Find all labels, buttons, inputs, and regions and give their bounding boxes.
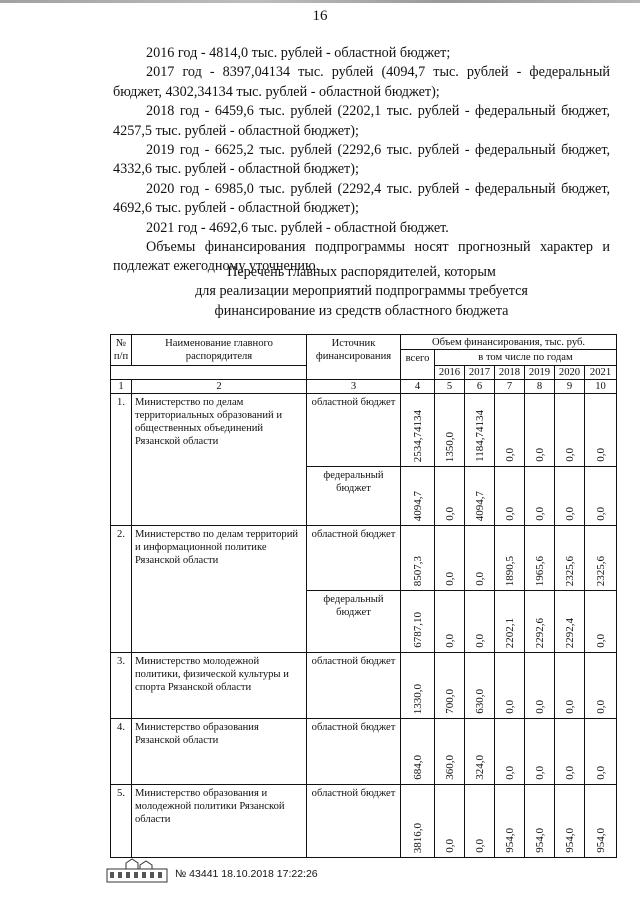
page-number: 16 [312,8,328,24]
value-2019: 2292,6 [533,617,546,648]
value-cell [465,719,495,785]
value-2020: 2325,6 [563,555,576,586]
header-blank [111,366,307,380]
header-row [111,335,617,350]
value-cell [401,394,435,467]
value-2021: 0,0 [594,448,607,462]
value-cell [495,785,525,858]
value-cell [585,719,617,785]
value-cell [495,591,525,653]
heading-line: для реализации мероприятий подпрограммы требуется [195,283,528,300]
value-cell [465,467,495,526]
value-2017: 1184,74134 [473,410,486,462]
entry-name: Министерство образования и молодежной политики Рязанской области [132,785,307,858]
value-2020: 954,0 [563,828,576,853]
value-2016: 700,0 [443,689,456,714]
value-2019: 0,0 [533,700,546,714]
entry-name: Министерство по делам территорий и информационной политике Рязанской области [132,526,307,653]
value-cell [465,653,495,719]
value-total: 3816,0 [411,822,424,853]
col-number: 10 [585,380,617,394]
table-row [111,719,617,785]
col-number: 3 [307,380,401,394]
entry-source: федеральный бюджет [307,591,401,653]
entry-name: Министерство молодежной политики, физической культуры и спорта Рязанской области [132,653,307,719]
entry-source: областной бюджет [307,785,401,858]
value-total: 684,0 [411,755,424,780]
header-year: 2016 [435,366,465,380]
value-total: 4094,7 [411,490,424,521]
value-cell [525,526,555,591]
value-cell [401,653,435,719]
value-2020: 2292,4 [563,617,576,648]
value-total: 8507,3 [411,555,424,586]
entry-number: 1. [111,394,132,526]
value-cell [525,653,555,719]
value-cell [401,467,435,526]
value-cell [465,785,495,858]
value-cell [401,785,435,858]
value-2018: 0,0 [503,700,516,714]
value-2016: 360,0 [443,755,456,780]
value-2017: 324,0 [473,755,486,780]
value-2021: 2325,6 [594,555,607,586]
heading-line: Перечень главных распорядителей, которым [227,264,496,280]
value-2021: 0,0 [594,700,607,714]
entry-source: областной бюджет [307,394,401,467]
col-number: 2 [132,380,307,394]
value-cell [401,591,435,653]
value-2019: 954,0 [533,828,546,853]
entry-source: областной бюджет [307,719,401,785]
value-cell [525,394,555,467]
paragraph-2018: 2018 год - 6459,6 тыс. рублей (2202,1 тыс. рублей - федеральный бюджет, 4257,5 тыс. рублей - областной бюджет); [113,103,610,139]
value-2017: 0,0 [473,634,486,648]
entry-number: 4. [111,719,132,785]
value-cell [525,719,555,785]
value-cell [555,785,585,858]
heading-line: финансирование из средств областного бюджета [214,302,509,319]
value-2017: 4094,7 [473,490,486,521]
table-row [111,785,617,858]
header-year: 2018 [495,366,525,380]
value-2020: 0,0 [563,507,576,521]
value-cell [495,526,525,591]
value-cell [555,591,585,653]
registration-stamp-icon [106,856,168,884]
value-cell [585,467,617,526]
col-number: 8 [525,380,555,394]
col-number: 6 [465,380,495,394]
value-2019: 0,0 [533,448,546,462]
entry-source: областной бюджет [307,526,401,591]
value-cell [465,591,495,653]
value-cell [525,785,555,858]
value-cell [435,785,465,858]
value-total: 6787,10 [411,612,424,648]
value-cell [495,653,525,719]
header-volume: Объем финансирования, тыс. руб. [401,335,617,350]
header-source: Источник финансирования [307,335,401,380]
column-numbers-row [111,380,617,394]
value-cell [435,467,465,526]
header-year: 2020 [555,366,585,380]
registration-number: № 43441 18.10.2018 17:22:26 [175,868,318,880]
value-cell [435,526,465,591]
paragraph-2020: 2020 год - 6985,0 тыс. рублей (2292,4 тыс. рублей - федеральный бюджет, 4692,6 тыс. рублей - областной бюджет); [113,180,610,217]
value-2018: 0,0 [503,766,516,780]
value-cell [435,653,465,719]
value-cell [465,394,495,467]
value-cell [435,591,465,653]
col-number: 5 [435,380,465,394]
value-2018: 1890,5 [503,555,516,586]
col-number: 9 [555,380,585,394]
header-year: 2019 [525,366,555,380]
value-cell [401,719,435,785]
table-row [111,394,617,467]
value-2016: 0,0 [443,507,456,521]
value-2016: 0,0 [443,839,456,853]
value-2016: 0,0 [443,634,456,648]
entry-number: 3. [111,653,132,719]
paragraph-2017: 2017 год - 8397,04134 тыс. рублей (4094,7 тыс. рублей - федеральный бюджет, 4302,34134 тыс. рублей - областной бюджет); [113,64,610,100]
value-cell [585,653,617,719]
entry-number: 5. [111,785,132,858]
value-2018: 2202,1 [503,617,516,648]
paragraph-note: Объемы финансирования подпрограммы носят прогнозный характер и подлежат ежегодному уточнению. [113,239,610,275]
value-cell [555,719,585,785]
value-2017: 630,0 [473,689,486,714]
value-total: 1330,0 [411,683,424,714]
paragraph-2019: 2019 год - 6625,2 тыс. рублей (2292,6 тыс. рублей - федеральный бюджет, 4332,6 тыс. рублей - областной бюджет); [113,142,610,178]
paragraph-2016: 2016 год - 4814,0 тыс. рублей - областной бюджет; [146,45,451,61]
value-cell [555,526,585,591]
header-year: 2021 [585,366,617,380]
value-2018: 954,0 [503,828,516,853]
entry-source: областной бюджет [307,653,401,719]
value-2021: 954,0 [594,828,607,853]
value-2016: 1350,0 [443,431,456,462]
value-2021: 0,0 [594,507,607,521]
value-total: 2534,74134 [411,409,424,462]
value-2017: 0,0 [473,839,486,853]
value-2021: 0,0 [594,634,607,648]
col-number: 4 [401,380,435,394]
value-2021: 0,0 [594,766,607,780]
col-number: 1 [111,380,132,394]
value-cell [401,526,435,591]
value-cell [555,467,585,526]
header-by-years: в том числе по годам [435,350,617,366]
value-cell [495,467,525,526]
entry-name: Министерство образования Рязанской области [132,719,307,785]
value-cell [585,526,617,591]
value-2017: 0,0 [473,572,486,586]
entry-source: федеральный бюджет [307,467,401,526]
value-2018: 0,0 [503,507,516,521]
col-number: 7 [495,380,525,394]
value-cell [435,719,465,785]
scan-top-edge [0,0,640,3]
table-row [111,526,617,591]
value-cell [525,591,555,653]
value-cell [435,394,465,467]
funding-text [113,44,610,277]
table-heading [113,263,610,321]
value-2020: 0,0 [563,766,576,780]
entry-name: Министерство по делам территориальных образований и общественных объединений Рязанской области [132,394,307,526]
value-2019: 0,0 [533,766,546,780]
value-2018: 0,0 [503,448,516,462]
value-2019: 1965,6 [533,555,546,586]
value-cell [585,394,617,467]
value-cell [495,394,525,467]
paragraph-2021: 2021 год - 4692,6 тыс. рублей - областной бюджет. [146,219,449,236]
funding-table [110,334,617,858]
value-cell [525,467,555,526]
header-year: 2017 [465,366,495,380]
header-total: всего [401,350,435,380]
value-cell [585,591,617,653]
value-2020: 0,0 [563,448,576,462]
value-2016: 0,0 [443,572,456,586]
value-2019: 0,0 [533,507,546,521]
table-row [111,653,617,719]
value-cell [555,653,585,719]
value-cell [555,394,585,467]
value-cell [495,719,525,785]
header-name: Наименование главного распорядителя [132,335,307,366]
entry-number: 2. [111,526,132,653]
header-num: № п/п [111,335,132,366]
value-2020: 0,0 [563,700,576,714]
value-cell [465,526,495,591]
value-cell [585,785,617,858]
